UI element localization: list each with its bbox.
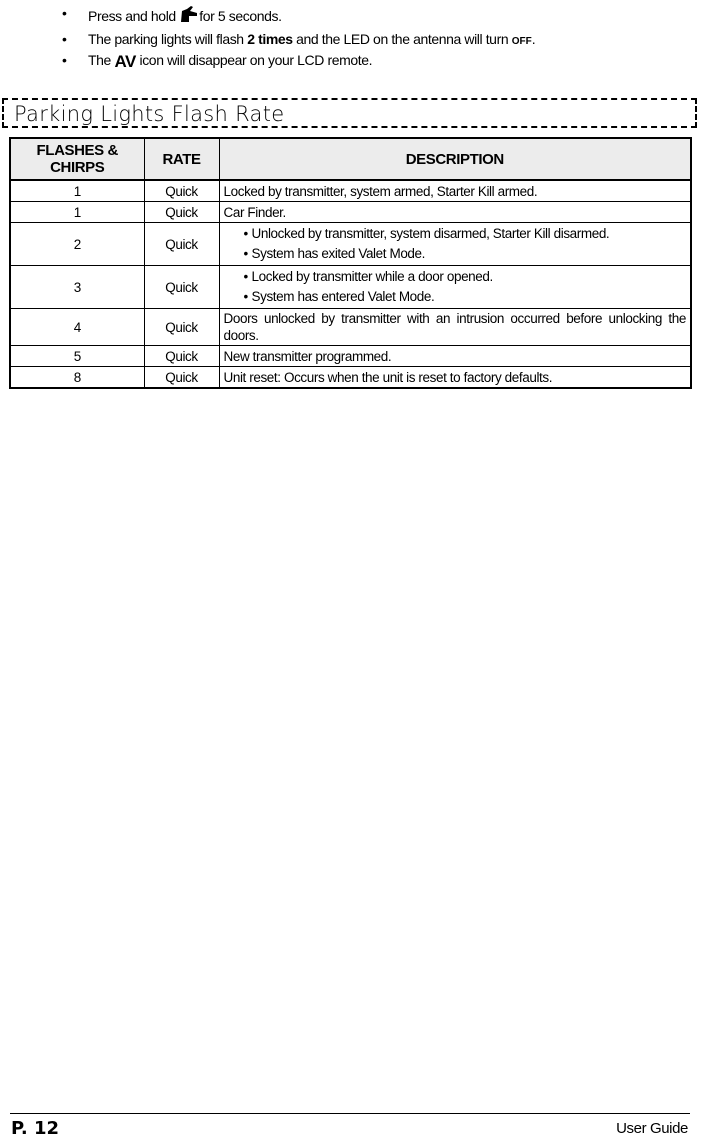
description-cell: New transmitter programmed. [219, 346, 691, 367]
flash-rate-table [9, 137, 692, 389]
rate-cell: Quick [144, 346, 219, 367]
bullet-text: The parking lights will flash [88, 31, 248, 47]
rate-cell: Quick [144, 180, 219, 202]
header-flashes: FLASHES & CHIRPS [10, 138, 144, 180]
description-bullet: • Locked by transmitter while a door opened. [224, 267, 687, 287]
table-row [10, 202, 691, 223]
page: • Press and hold for 5 seconds. • The parking lights will flash 2 times and the LED on the antenna will turn OFF. • The AV icon will disappear on your LCD remote. Parking Lights Flash Rate FLASHES & CHIRPS RATE DESCRIPTION 1 Quick Locked by transmitter, system armed, Starter Kill armed. 1 Quick Car Finder. 2 Quick • Unlocked by transmitter, system disarmed, Starter Kill disarmed. • System has exited Valet Mode. 3 Quick • Locked by transmitter while a door opened. • System has entered Valet Mode. 4 Quick Doors unlocked by transmitter with an intrusion occurred before unlocking the doors. 5 Quick New transmitter programmed. 8 Quick Unit reset: Occurs when the unit is reset to factory defaults. P. 12 User Guide [0, 0, 701, 1137]
footer-divider [10, 1113, 690, 1114]
table-row [10, 367, 691, 389]
flashes-cell: 3 [10, 266, 144, 309]
description-cell [219, 223, 691, 266]
rate-cell: Quick [144, 202, 219, 223]
flashes-cell: 5 [10, 346, 144, 367]
flashes-cell: 8 [10, 367, 144, 389]
table-header-row [10, 138, 691, 180]
section-title: Parking Lights Flash Rate [14, 102, 285, 126]
bullet-bold-text: 2 times [247, 31, 293, 47]
bullet-text: The [88, 52, 111, 68]
header-rate: RATE [144, 138, 219, 180]
flashes-cell: 1 [10, 180, 144, 202]
flashes-cell: 1 [10, 202, 144, 223]
bullet-text: Press and hold [88, 8, 176, 24]
section-title-box [2, 98, 697, 128]
flashes-cell: 2 [10, 223, 144, 266]
table-row [10, 346, 691, 367]
flashes-cell: 4 [10, 309, 144, 346]
table-row [10, 309, 691, 346]
header-description: DESCRIPTION [219, 138, 691, 180]
description-cell: Doors unlocked by transmitter with an intrusion occurred before unlocking the doors. [219, 309, 691, 346]
table-row [10, 266, 691, 309]
description-cell: Car Finder. [219, 202, 691, 223]
description-bullet: • Unlocked by transmitter, system disarmed, Starter Kill disarmed. [224, 224, 687, 244]
rate-cell: Quick [144, 223, 219, 266]
table-row [10, 180, 691, 202]
bullet-text: for 5 seconds. [199, 8, 282, 24]
rate-cell: Quick [144, 309, 219, 346]
off-label: OFF [511, 36, 532, 47]
bullet-text: . [531, 31, 536, 47]
page-number: P. 12 [11, 1118, 60, 1137]
rate-cell: Quick [144, 266, 219, 309]
description-cell: Unit reset: Occurs when the unit is reset to factory defaults. [219, 367, 691, 389]
valet-hand-icon [179, 5, 199, 26]
description-cell: Locked by transmitter, system armed, Starter Kill armed. [219, 180, 691, 202]
rate-cell: Quick [144, 367, 219, 389]
description-bullet: • System has exited Valet Mode. [224, 244, 687, 264]
valet-av-icon: AV [114, 52, 136, 71]
footer-guide-label: User Guide [616, 1120, 688, 1137]
table-row [10, 223, 691, 266]
bullet-text: icon will disappear on your LCD remote. [139, 52, 373, 68]
description-cell [219, 266, 691, 309]
description-bullet: • System has entered Valet Mode. [224, 287, 687, 307]
bullet-text: and the LED on the antenna will turn [292, 31, 512, 47]
